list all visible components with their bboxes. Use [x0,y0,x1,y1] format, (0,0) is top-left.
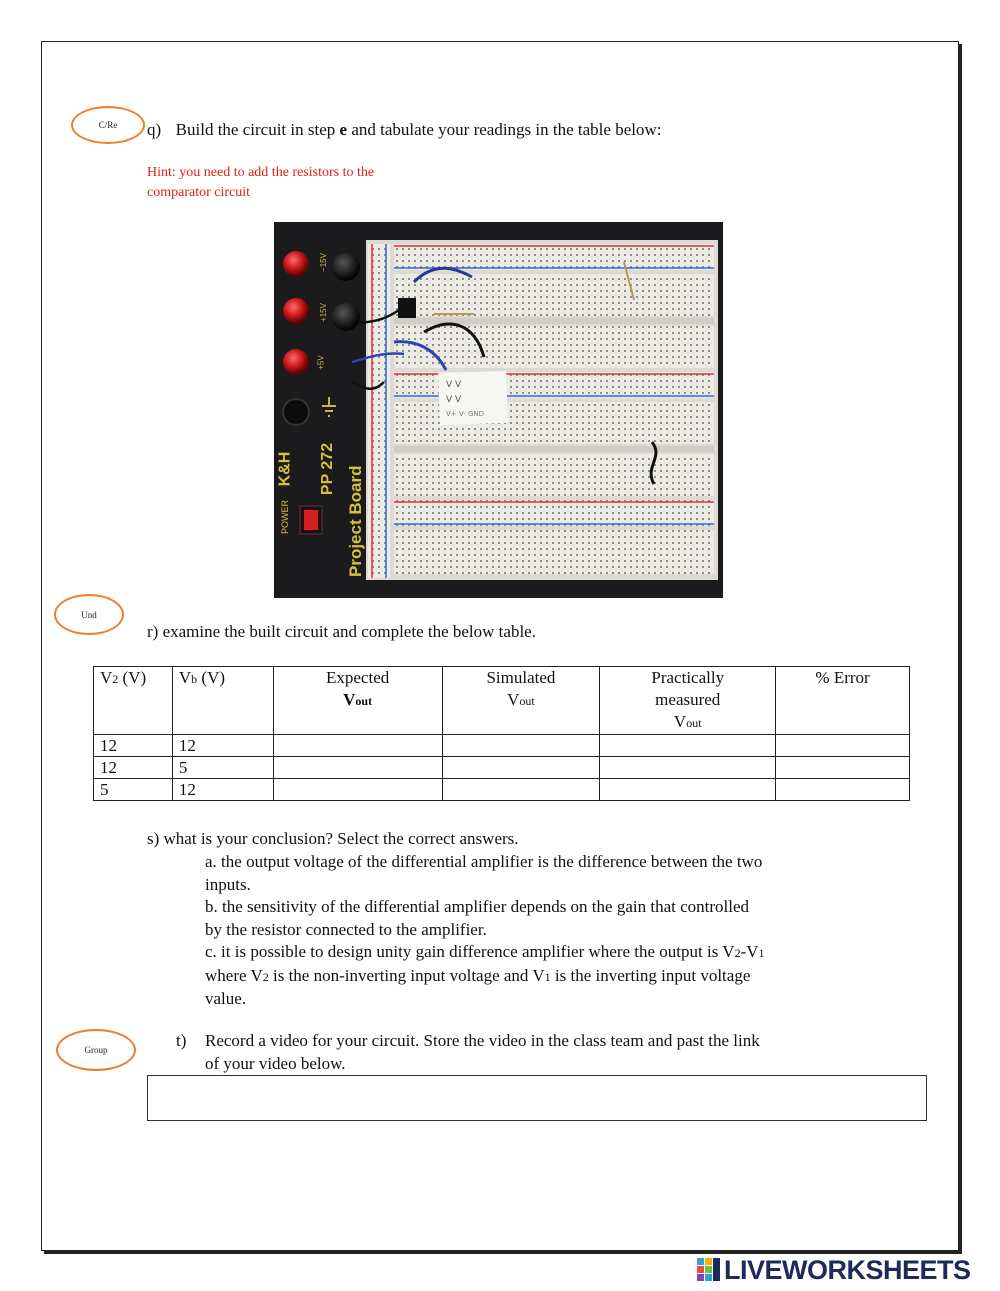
badge-group: Group [56,1029,136,1071]
board-model: PP 272 [319,442,337,496]
option-a-line-2: inputs. [205,874,251,894]
table-row [94,779,910,801]
cell-v2: 12 [94,735,173,757]
option-a[interactable] [205,851,762,896]
cell-vb: 12 [172,735,273,757]
question-q [147,119,661,141]
option-b[interactable] [205,896,749,941]
option-b-line-2: by the resistor connected to the amplifier. [205,919,487,939]
question-q-text-1: Build the circuit in step [175,120,340,139]
header-expected: Expected Vout [273,667,442,735]
question-s: s) what is your conclusion? Select the correct answers. [147,829,519,848]
cell-v2: 5 [94,779,173,801]
question-t [205,1030,760,1075]
question-q-label: q) [147,120,162,139]
header-vb: Vb (V) [172,667,273,735]
cell-expected-input[interactable] [273,757,442,779]
header-measured: Practically measured Vout [600,667,776,735]
knob-label-2: +15V [318,303,328,322]
option-a-line-1: a. the output voltage of the differential amplifier is the difference between the two [205,852,763,871]
power-label: POWER [280,499,291,535]
svg-text:V+ V- GND: V+ V- GND [446,410,485,418]
svg-text:V V: V V [446,395,462,405]
liveworksheets-logo-icon [697,1258,721,1282]
cell-measured-input[interactable] [600,779,776,801]
board-name: Project Board [346,465,365,577]
cell-measured-input[interactable] [600,757,776,779]
option-c-line-3: value. [205,989,247,1009]
header-v2: V2 (V) [94,667,173,735]
cell-vb: 12 [172,779,273,801]
cell-v2: 12 [94,757,173,779]
table-row [94,735,910,757]
cell-simulated-input[interactable] [442,779,600,801]
breadboard-illustration [274,222,723,598]
cell-error-input[interactable] [776,735,910,757]
question-r: r) examine the built circuit and complete the below table. [147,622,536,641]
cell-simulated-input[interactable] [442,735,600,757]
knob-label-3: +5V [316,355,326,370]
question-q-text-2: and tabulate your readings in the table below: [347,120,662,139]
option-c[interactable] [205,941,765,1011]
readings-table [93,666,910,801]
question-t-line-1: Record a video for your circuit. Store the video in the class team and past the link [205,1031,760,1050]
cell-expected-input[interactable] [273,735,442,757]
hint-line-1: Hint: you need to add the resistors to the [147,165,375,180]
cell-measured-input[interactable] [600,735,776,757]
badge-cre: C/Re [71,106,145,144]
liveworksheets-logo [697,1256,971,1284]
cell-simulated-input[interactable] [442,757,600,779]
badge-und: Und [54,594,124,635]
hint-line-2: comparator circuit [147,185,251,200]
svg-text:V V: V V [446,380,462,390]
liveworksheets-logo-text: LIVEWORKSHEETS [724,1255,971,1285]
knob-label-1: −15V [318,253,328,272]
hint [147,163,374,203]
header-error: % Error [776,667,910,735]
question-q-step: e [339,120,348,139]
table-row [94,757,910,779]
board-brand: K&H [276,451,294,487]
video-link-input[interactable] [147,1075,927,1121]
option-c-line-1: c. it is possible to design unity gain difference amplifier where the output is V2-V1 [205,942,765,961]
breadboard-photo [274,222,723,598]
table-header-row [94,667,910,735]
header-simulated: Simulated Vout [442,667,600,735]
cell-error-input[interactable] [776,757,910,779]
cell-vb: 5 [172,757,273,779]
question-t-label: t) [176,1031,187,1050]
option-b-line-1: b. the sensitivity of the differential amplifier depends on the gain that controlled [205,897,750,916]
cell-error-input[interactable] [776,779,910,801]
question-t-line-2: of your video below. [205,1053,346,1073]
cell-expected-input[interactable] [273,779,442,801]
option-c-line-2: where V2 is the non-inverting input voltage and V1 is the inverting input voltage [205,965,751,985]
